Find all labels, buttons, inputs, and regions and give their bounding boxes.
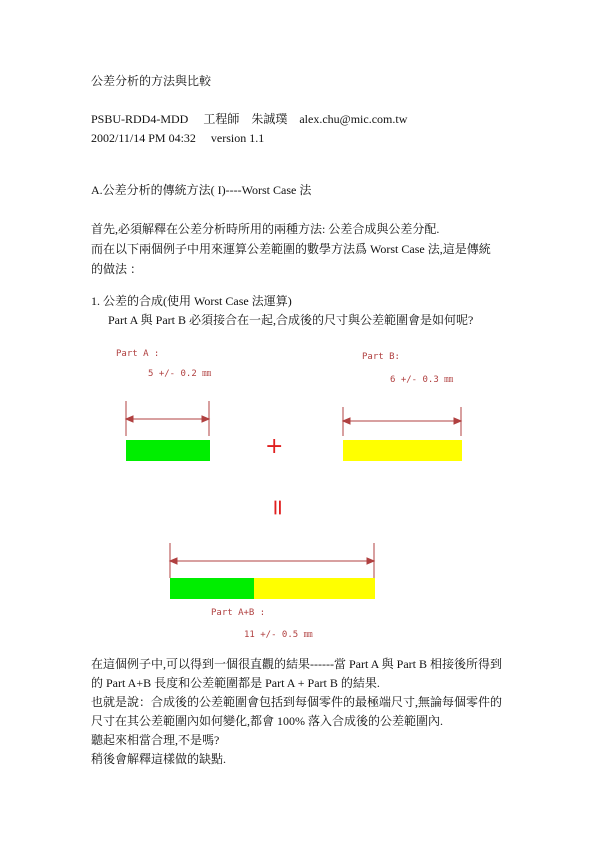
part-b-bar xyxy=(343,440,462,461)
combined-value: 11 +/- 0.5 ㎜ xyxy=(244,630,313,640)
date-version-line: 2002/11/14 PM 04:32 version 1.1 xyxy=(91,131,265,145)
conclusion-line: 聽起來相當合理,不是嗎? xyxy=(91,733,220,747)
document-title: 公差分析的方法與比較 xyxy=(91,74,212,88)
plus-symbol: + xyxy=(265,434,284,459)
conclusion-line: 尺寸在其公差範圍內如何變化,都會 100% 落入合成後的公差範圍內. xyxy=(91,714,443,728)
part-a-bar xyxy=(126,440,210,461)
intro-paragraph-line: 而在以下兩個例子中用來運算公差範圍的數學方法爲 Worst Case 法,這是傳統 xyxy=(91,242,491,256)
equals-symbol: = xyxy=(264,498,290,517)
section-heading: A.公差分析的傳統方法( I)----Worst Case 法 xyxy=(91,183,312,197)
item-heading: 1. 公差的合成(使用 Worst Case 法運算) xyxy=(91,294,292,308)
combined-label: Part A+B : xyxy=(211,608,266,618)
intro-paragraph-line: 的做法 ： xyxy=(91,262,143,276)
part-a-value: 5 +/- 0.2 ㎜ xyxy=(148,369,212,379)
part-b-label: Part B: xyxy=(362,352,400,362)
combined-bar-part-b xyxy=(254,578,375,599)
conclusion-line: 也就是說：合成後的公差範圍會包括到每個零件的最極端尺寸,無論每個零件的 xyxy=(91,695,503,709)
part-b-value: 6 +/- 0.3 ㎜ xyxy=(390,375,454,385)
conclusion-line: 在這個例子中,可以得到一個很直觀的結果------當 Part A 與 Part B 相接後所得到 xyxy=(91,657,502,671)
combined-bar-part-a xyxy=(170,578,254,599)
conclusion-line: 稍後會解釋這樣做的缺點. xyxy=(91,752,227,766)
author-line: PSBU-RDD4-MDD 工程師 朱誠璞 alex.chu@mic.com.tw xyxy=(91,112,408,126)
intro-paragraph-line: 首先,必須解釋在公差分析時所用的兩種方法: 公差合成與公差分配. xyxy=(91,222,440,236)
part-a-label: Part A : xyxy=(116,349,160,359)
item-text: Part A 與 Part B 必須接合在一起,合成後的尺寸與公差範圍會是如何呢? xyxy=(108,313,474,327)
conclusion-line: 的 Part A+B 長度和公差範圍都是 Part A + Part B 的結果. xyxy=(91,676,380,690)
